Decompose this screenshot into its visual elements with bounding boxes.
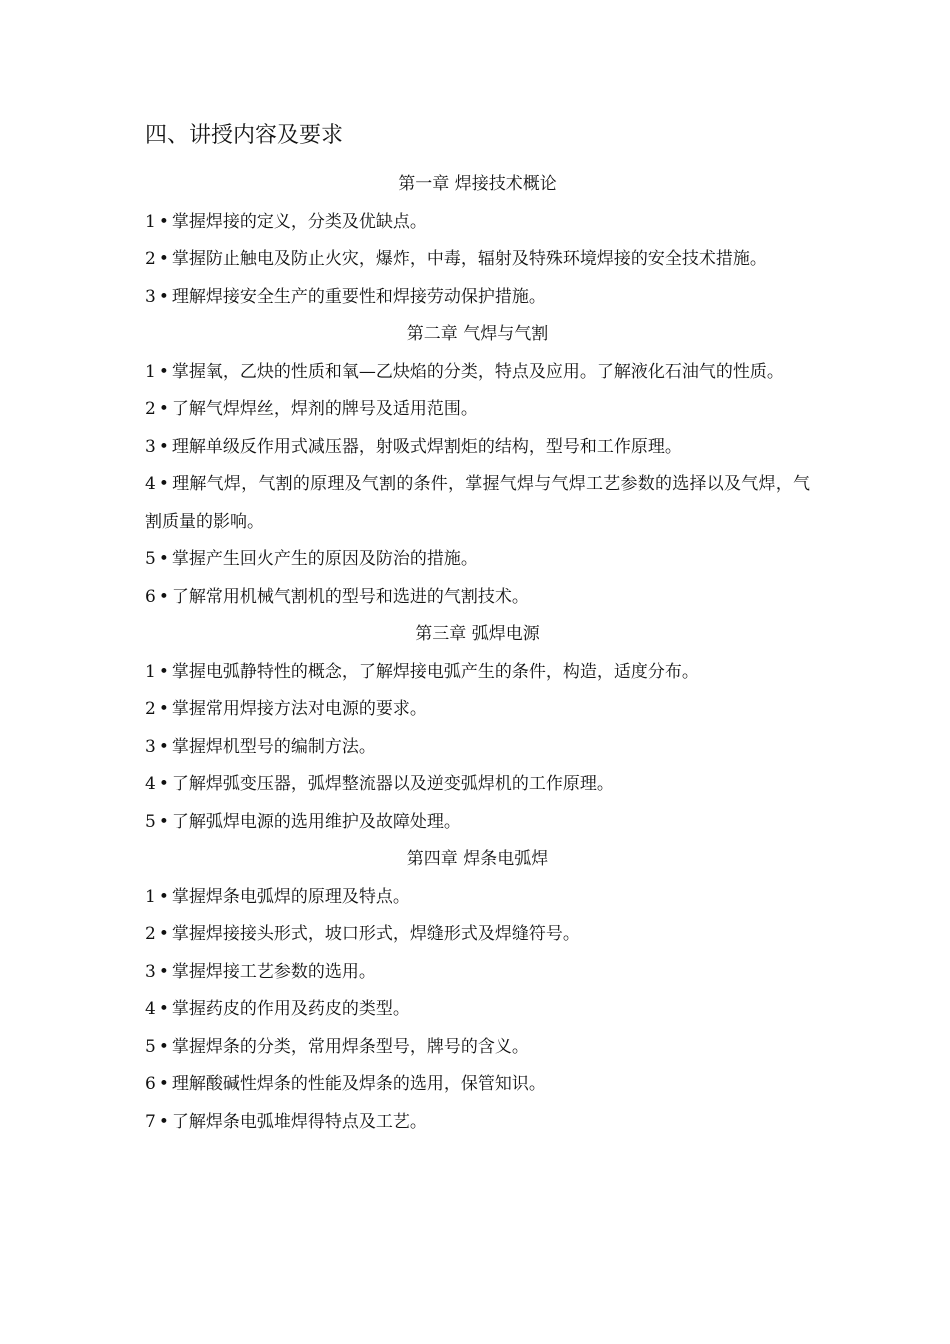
item-text: 了解焊弧变压器，弧焊整流器以及逆变弧焊机的工作原理。 xyxy=(171,774,614,794)
item-number: 3 xyxy=(145,436,156,457)
bullet-dot: • xyxy=(158,436,169,457)
item-text: 掌握氧，乙炔的性质和氧—乙炔焰的分类，特点及应用。了解液化石油气的性质。 xyxy=(171,361,784,382)
bullet-dot: • xyxy=(158,961,169,982)
bullet-dot: • xyxy=(158,774,169,794)
item-text: 掌握防止触电及防止火灾，爆炸，中毒，辐射及特殊环境焊接的安全技术措施。 xyxy=(171,249,767,269)
list-item xyxy=(145,916,810,954)
item-text: 了解常用机械气割机的型号和选进的气割技术。 xyxy=(171,586,529,607)
list-item xyxy=(145,1029,810,1067)
list-item xyxy=(145,466,810,541)
item-text: 掌握电弧静特性的概念，了解焊接电弧产生的条件，构造，适度分布。 xyxy=(171,661,699,682)
item-number: 3 xyxy=(145,286,156,307)
bullet-dot: • xyxy=(158,886,169,907)
list-item xyxy=(145,804,810,842)
item-text: 理解单级反作用式减压器，射吸式焊割炬的结构，型号和工作原理。 xyxy=(171,436,682,457)
bullet-dot: • xyxy=(158,1074,169,1094)
chapter-title: 第一章 焊接技术概论 xyxy=(398,174,557,194)
item-number: 4 xyxy=(145,774,156,794)
list-item xyxy=(145,1066,810,1104)
list-item xyxy=(145,991,810,1029)
item-number: 6 xyxy=(145,586,156,607)
item-text: 理解焊接安全生产的重要性和焊接劳动保护措施。 xyxy=(171,286,546,307)
bullet-dot: • xyxy=(158,399,169,419)
list-item xyxy=(145,729,810,767)
item-text: 了解弧焊电源的选用维护及故障处理。 xyxy=(171,811,461,832)
chapter-title: 第二章 气焊与气割 xyxy=(406,324,549,344)
bullet-dot: • xyxy=(158,474,169,494)
list-item xyxy=(145,654,810,692)
bullet-dot: • xyxy=(158,549,169,569)
list-item xyxy=(145,954,810,992)
bullet-dot: • xyxy=(158,736,169,757)
item-number: 7 xyxy=(145,1111,156,1132)
item-text: 了解焊条电弧堆焊得特点及工艺。 xyxy=(171,1111,427,1132)
item-number: 1 xyxy=(145,886,156,907)
chapter-title: 第四章 焊条电弧焊 xyxy=(406,849,549,869)
content-body xyxy=(145,166,810,1141)
item-text: 掌握产生回火产生的原因及防治的措施。 xyxy=(171,549,478,569)
bullet-dot: • xyxy=(158,1036,169,1057)
item-text: 掌握常用焊接方法对电源的要求。 xyxy=(171,699,427,719)
list-item xyxy=(145,391,810,429)
item-number: 5 xyxy=(145,811,156,832)
item-number: 2 xyxy=(145,399,156,419)
bullet-dot: • xyxy=(158,661,169,682)
item-number: 2 xyxy=(145,249,156,269)
item-number: 4 xyxy=(145,474,156,494)
item-number: 5 xyxy=(145,1036,156,1057)
list-item xyxy=(145,354,810,392)
item-text: 理解气焊，气割的原理及气割的条件，掌握气焊与气焊工艺参数的选择以及气焊，气割质量的影响。 xyxy=(145,474,810,532)
item-text: 掌握药皮的作用及药皮的类型。 xyxy=(171,999,410,1019)
bullet-dot: • xyxy=(158,699,169,719)
bullet-dot: • xyxy=(158,1111,169,1132)
list-item xyxy=(145,1104,810,1142)
item-number: 2 xyxy=(145,924,156,944)
item-number: 1 xyxy=(145,661,156,682)
chapter-title: 第三章 弧焊电源 xyxy=(415,624,540,644)
bullet-dot: • xyxy=(158,286,169,307)
item-number: 5 xyxy=(145,549,156,569)
section-title: 四、讲授内容及要求 xyxy=(145,123,344,148)
item-number: 4 xyxy=(145,999,156,1019)
bullet-dot: • xyxy=(158,999,169,1019)
item-number: 1 xyxy=(145,361,156,382)
list-item xyxy=(145,579,810,617)
bullet-dot: • xyxy=(158,811,169,832)
list-item xyxy=(145,204,810,242)
bullet-dot: • xyxy=(158,361,169,382)
item-text: 掌握焊机型号的编制方法。 xyxy=(171,736,376,757)
list-item xyxy=(145,279,810,317)
item-number: 3 xyxy=(145,961,156,982)
list-item xyxy=(145,766,810,804)
list-item xyxy=(145,691,810,729)
item-text: 掌握焊接接头形式，坡口形式，焊缝形式及焊缝符号。 xyxy=(171,924,580,944)
bullet-dot: • xyxy=(158,211,169,232)
bullet-dot: • xyxy=(158,924,169,944)
bullet-dot: • xyxy=(158,586,169,607)
item-text: 理解酸碱性焊条的性能及焊条的选用，保管知识。 xyxy=(171,1074,546,1094)
item-text: 掌握焊条电弧焊的原理及特点。 xyxy=(171,886,410,907)
item-number: 2 xyxy=(145,699,156,719)
list-item xyxy=(145,879,810,917)
item-number: 1 xyxy=(145,211,156,232)
bullet-dot: • xyxy=(158,249,169,269)
item-number: 6 xyxy=(145,1074,156,1094)
list-item xyxy=(145,241,810,279)
item-number: 3 xyxy=(145,736,156,757)
item-text: 掌握焊条的分类，常用焊条型号，牌号的含义。 xyxy=(171,1036,529,1057)
item-text: 掌握焊接的定义，分类及优缺点。 xyxy=(171,211,427,232)
list-item xyxy=(145,429,810,467)
item-text: 掌握焊接工艺参数的选用。 xyxy=(171,961,376,982)
item-text: 了解气焊焊丝，焊剂的牌号及适用范围。 xyxy=(171,399,478,419)
list-item xyxy=(145,541,810,579)
